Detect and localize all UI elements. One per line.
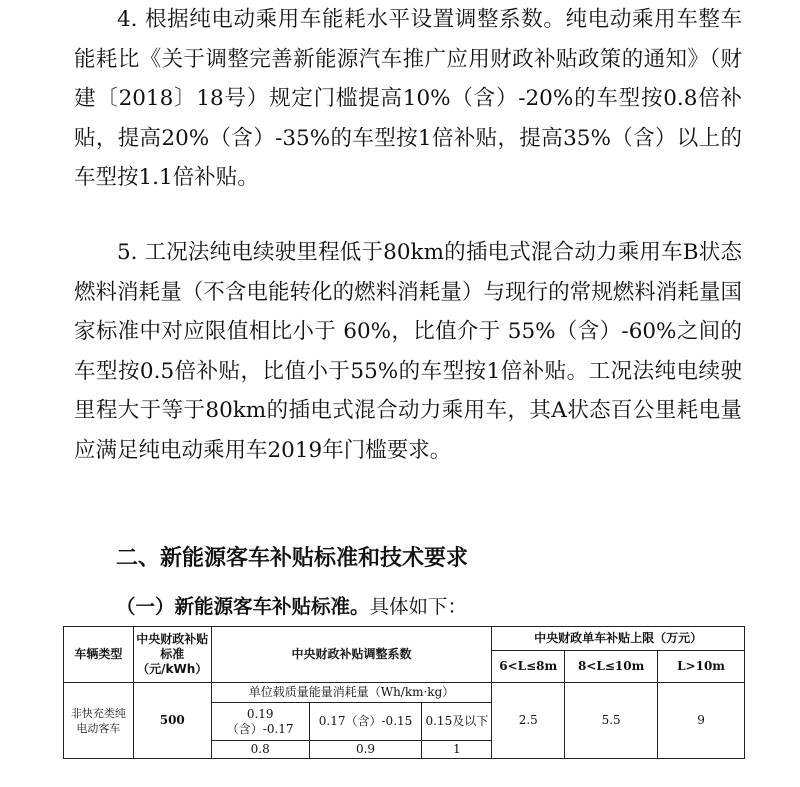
energy-range-1: 0.19（含）-0.17: [211, 703, 309, 741]
paragraph-4: 4. 根据纯电动乘用车能耗水平设置调整系数。纯电动乘用车整车能耗比《关于调整完善新能源汽车推广应用财政补贴政策的通知》（财建〔2018〕18号）规定门槛提高10%（含）-20%的车型按0.8倍补贴，提高20%（含）-35%的车型按1倍补贴，提高35%（含）以上的车型按1.1倍补贴。: [74, 7, 742, 190]
paragraph-5: 5. 工况法纯电续驶里程低于80km的插电式混合动力乘用车B状态燃料消耗量（不含电能转化的燃料消耗量）与现行的常规燃料消耗量国家标准中对应限值相比小于 60%，比值介于 55%（含）-60%之间的车型按0.5倍补贴，比值小于55%的车型按1倍补贴。工况法纯电续驶里程大于等于80km的插电式混合动力乘用车，其A状态百公里耗电量应满足纯电动乘用车2019年门槛要求。: [74, 240, 742, 463]
energy-consumption-label: 单位载质量能量消耗量（Wh/km·kg）: [211, 683, 492, 703]
row-vehicle-type: 非快充类纯电动客车: [64, 683, 134, 759]
header-length-6-8: 6<L≤8m: [492, 651, 565, 683]
cap-length-8-10: 5.5: [565, 683, 658, 759]
cap-length-6-8: 2.5: [492, 683, 565, 759]
coefficient-2: 0.9: [309, 741, 422, 759]
header-central-standard: 中央财政补贴标准（元/kWh）: [133, 627, 211, 683]
header-length-8-10: 8<L≤10m: [565, 651, 658, 683]
energy-range-2: 0.17（含）-0.15: [309, 703, 422, 741]
row-central-standard: 500: [133, 683, 211, 759]
coefficient-1: 0.8: [211, 741, 309, 759]
subsection-heading: [116, 591, 467, 619]
header-adjust-coefficient: 中央财政补贴调整系数: [211, 627, 492, 683]
header-vehicle-type: 车辆类型: [64, 627, 134, 683]
header-length-over-10: L>10m: [658, 651, 745, 683]
cap-length-over-10: 9: [658, 683, 745, 759]
subsidy-table: [63, 626, 745, 759]
section-heading: 二、新能源客车补贴标准和技术要求: [116, 546, 469, 571]
energy-range-3: 0.15及以下: [422, 703, 492, 741]
subsection-heading-rest: 具体如下：: [369, 595, 468, 618]
coefficient-3: 1: [422, 741, 492, 759]
header-subsidy-cap: 中央财政单车补贴上限（万元）: [492, 627, 745, 651]
subsection-heading-bold: （一）新能源客车补贴标准。: [116, 595, 370, 618]
